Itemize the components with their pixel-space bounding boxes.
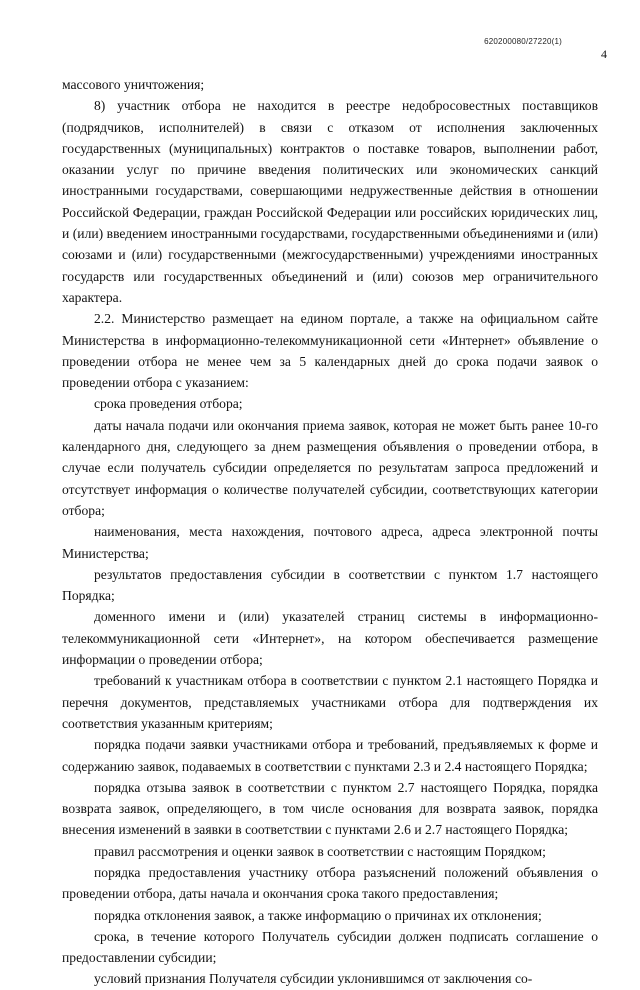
paragraph: порядка подачи заявки участниками отбора и требований, предъявляемых к форме и содержанию заявок, подаваемых в соответствии с пунктами 2.3 и 2.4 настоящего Порядка; (62, 737, 598, 774)
paragraph: срока проведения отбора; (94, 396, 243, 412)
paragraph: порядка отзыва заявок в соответствии с пунктом 2.7 настоящего Порядка, порядка возврата заявок, определяющего, в том числе основания для возврата заявок, порядка внесения изменений в заявки в соответствии с пунктами 2.6 и 2.7 настоящего Порядка; (62, 779, 598, 838)
paragraph: результатов предоставления субсидии в соответствии с пунктом 1.7 настоящего Порядка; (62, 566, 598, 604)
paragraph: правил рассмотрения и оценки заявок в соответствии с настоящим Порядком; (94, 843, 546, 859)
paragraph: даты начала подачи или окончания приема заявок, которая не может быть ранее 10-го календарного дня, следующего за днем размещения объявления о проведении отбора, в случае если получатель субсидии определяется по результатам запроса предложений и отсутствует информация о количестве получателей субсидии, соответствующих категории отбора; (62, 417, 598, 518)
paragraph: требований к участникам отбора в соответствии с пунктом 2.1 настоящего Порядка и перечня документов, представляемых участниками отбора для подтверждения их соответствия указанным критериям; (62, 673, 598, 731)
paragraph: массового уничтожения; (62, 77, 205, 92)
paragraph: 2.2. Министерство размещает на едином портале, а также на официальном сайте Министерства в информационно-телекоммуникационной сети «Интернет» объявление о проведении отбора не менее чем за 5 календарных дней до срока подачи заявок о проведении отбора с указанием: (62, 311, 598, 391)
page-number: 4 (601, 47, 607, 61)
paragraph: условий признания Получателя субсидии уклонившимся от заключения со- (94, 971, 533, 987)
paragraph: порядка предоставления участнику отбора разъяснений положений объявления о проведении отбора, даты начала и окончания срока такого предоставления; (62, 864, 598, 902)
paragraph: 8) участник отбора не находится в реестре недобросовестных поставщиков (подрядчиков, исполнителей) в связи с отказом от исполнения заключенных государственных (муниципальных) контрактов о поставке товаров, выполнении работ, оказании услуг по причине введения политических или экономических санкций иностранными государствами, совершающими недружественные действия в отношении Российской Федерации, граждан Российской Федерации или российских юридических лиц, и (или) введением иностранными государствами, государственными объединениями и (или) союзами и (или) государственными (межгосударственными) учреждениями иностранных государств или государственных объединений и (или) союзов мер ограничительного характера. (62, 98, 598, 305)
paragraph: порядка отклонения заявок, а также информацию о причинах их отклонения; (94, 907, 542, 923)
document-body (62, 74, 598, 990)
paragraph: доменного имени и (или) указателей страниц системы в информационно-телекоммуникационной сети «Интернет», на котором обеспечивается размещение информации о проведении отбора; (62, 609, 598, 668)
document-id: 620200080/27220(1) (484, 37, 562, 46)
paragraph: наименования, места нахождения, почтового адреса, адреса электронной почты Министерства; (62, 524, 598, 561)
paragraph: срока, в течение которого Получатель субсидии должен подписать соглашение о предоставлении субсидии; (62, 928, 598, 966)
